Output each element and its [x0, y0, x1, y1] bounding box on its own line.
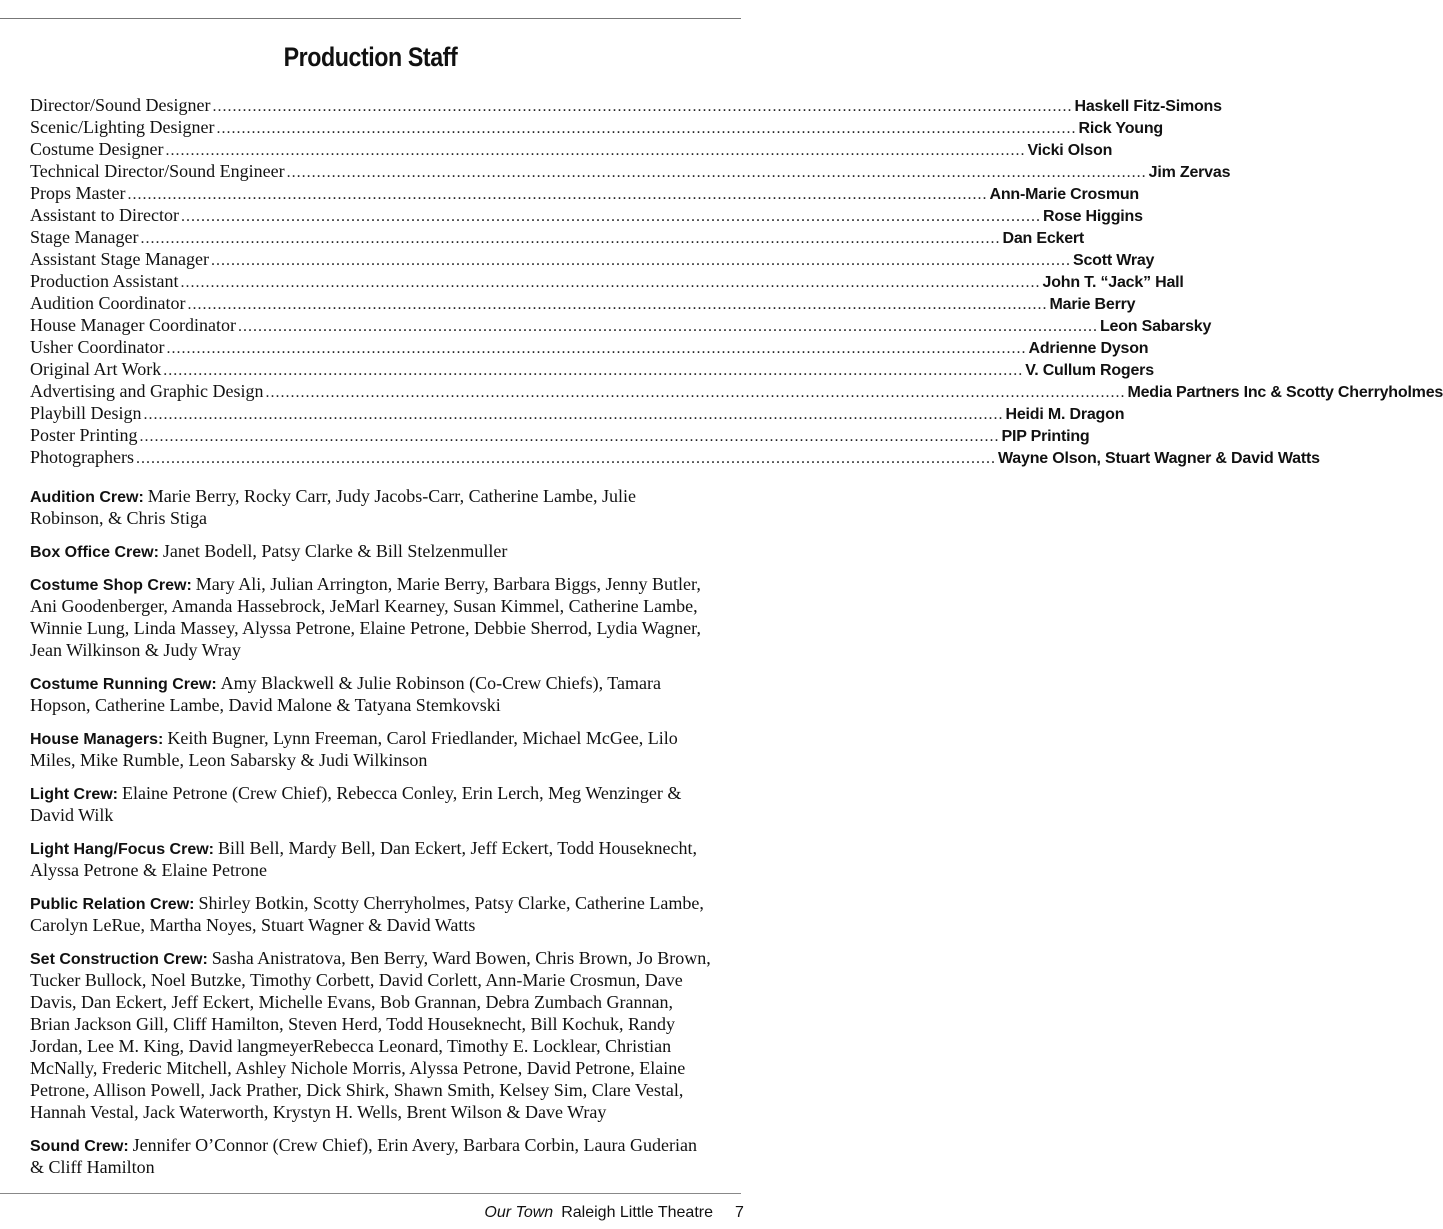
crew-members: Sasha Anistratova, Ben Berry, Ward Bowen, Chris Brown, Jo Brown, Tucker Bullock, Noel Butzke, Timothy Corbett, David Corlett, Ann-Marie Crosmun, Dave Davis, Dan Eckert, Jeff Eckert, Michelle Evans, Bob Grannan, Debra Zumbach Grannan, Brian Jackson Gill, Cliff Hamilton, Steven Herd, Todd Houseknecht, Bill Kochuk, Randy Jordan, Lee M. King, David langmeyerRebecca Leonard, Timothy E. Locklear, Christian McNally, Frederic Mitchell, Ashley Nichole Morris, Alyssa Petrone, David Petrone, Elaine Petrone, Allison Powell, Jack Prather, Dick Shirk, Shawn Smith, Kelsey Sim, Clare Vestal, Hannah Vestal, Jack Waterworth, Krystyn H. Wells, Brent Wilson & Dave Wray — [30, 948, 711, 1122]
staff-role: Assistant Stage Manager — [30, 249, 209, 269]
staff-row — [30, 447, 1320, 469]
staff-row — [30, 293, 1136, 315]
staff-row — [30, 95, 1222, 117]
dot-leader — [216, 120, 1076, 138]
staff-role: Advertising and Graphic Design — [30, 381, 264, 401]
crew-members: Amy Blackwell & Julie Robinson (Co-Crew Chiefs), Tamara Hopson, Catherine Lambe, David Malone & Tatyana Stemkovski — [30, 673, 662, 715]
dot-leader — [128, 186, 988, 204]
staff-role: Usher Coordinator — [30, 337, 165, 357]
staff-name: PIP Printing — [1001, 428, 1090, 445]
staff-role: Poster Printing — [30, 425, 138, 445]
crew-members: Shirley Botkin, Scotty Cherryholmes, Patsy Clarke, Catherine Lambe, Carolyn LeRue, Martha Noyes, Stuart Wagner & David Watts — [30, 893, 704, 935]
staff-row — [30, 205, 1143, 227]
staff-row — [30, 183, 1139, 205]
crew-entry-house-managers — [30, 728, 714, 772]
staff-name: Heidi M. Dragon — [1005, 406, 1125, 423]
staff-row — [30, 381, 1443, 403]
dot-leader — [140, 230, 1000, 248]
crew-members: Marie Berry, Rocky Carr, Judy Jacobs-Carr, Catherine Lambe, Julie Robinson, & Chris Stiga — [30, 486, 637, 528]
dot-leader — [181, 208, 1041, 226]
staff-name: V. Cullum Rogers — [1025, 362, 1154, 379]
crew-entry-light — [30, 783, 714, 827]
crew-entry-costume-running — [30, 673, 714, 717]
staff-row — [30, 227, 1085, 249]
dot-leader — [265, 384, 1125, 402]
staff-name: Adrienne Dyson — [1028, 340, 1149, 357]
crew-label: Costume Shop Crew: — [30, 577, 192, 594]
crew-members: Jennifer O’Connor (Crew Chief), Erin Avery, Barbara Corbin, Laura Guderian & Cliff Hamilton — [30, 1135, 697, 1177]
staff-row — [30, 117, 1164, 139]
crew-label: Sound Crew: — [30, 1138, 129, 1155]
staff-row — [30, 359, 1154, 381]
staff-role: Playbill Design — [30, 403, 142, 423]
crew-members: Mary Ali, Julian Arrington, Marie Berry, Barbara Biggs, Jenny Butler, Ani Goodenberger, Amanda Hassebrock, JeMarl Kearney, Susan Kimmel, Catherine Lambe, Winnie Lung, Linda Massey, Alyssa Petrone, Elaine Petrone, Debbie Sherrod, Lydia Wagner, Jean Wilkinson & Judy Wray — [30, 574, 701, 660]
crew-entry-costume-shop — [30, 574, 714, 662]
crew-label: Public Relation Crew: — [30, 896, 195, 913]
top-rule — [0, 18, 741, 19]
crew-entry-sound — [30, 1135, 714, 1179]
staff-role: Photographers — [30, 447, 134, 467]
footer-theatre: Raleigh Little Theatre — [561, 1204, 713, 1221]
crew-label: Light Crew: — [30, 786, 118, 803]
staff-name: Rick Young — [1078, 120, 1164, 137]
dot-leader — [212, 98, 1072, 116]
staff-row — [30, 271, 1184, 293]
staff-name: Leon Sabarsky — [1099, 318, 1212, 335]
staff-role: Audition Coordinator — [30, 293, 186, 313]
crew-members: Bill Bell, Mardy Bell, Dan Eckert, Jeff Eckert, Todd Houseknecht, Alyssa Petrone & Elaine Petrone — [30, 838, 697, 880]
crew-members: Janet Bodell, Patsy Clarke & Bill Stelzenmuller — [162, 541, 508, 561]
staff-role: Stage Manager — [30, 227, 139, 247]
crew-label: Audition Crew: — [30, 489, 144, 506]
staff-role: Production Assistant — [30, 271, 179, 291]
footer-play-title: Our Town — [484, 1204, 554, 1221]
dot-leader — [163, 362, 1023, 380]
staff-row — [30, 315, 1212, 337]
page-title: Production Staff — [283, 42, 458, 72]
staff-role: Props Master — [30, 183, 126, 203]
crew-label: Box Office Crew: — [30, 544, 159, 561]
crew-entry-light-hang-focus — [30, 838, 714, 882]
staff-name: Ann-Marie Crosmun — [989, 186, 1139, 203]
dot-leader — [188, 296, 1048, 314]
dot-leader — [181, 274, 1041, 292]
crew-label: Set Construction Crew: — [30, 951, 208, 968]
crew-label: Costume Running Crew: — [30, 676, 217, 693]
crew-label: House Managers: — [30, 731, 164, 748]
staff-role: Original Art Work — [30, 359, 162, 379]
staff-row — [30, 337, 1149, 359]
staff-name: Wayne Olson, Stuart Wagner & David Watts — [997, 450, 1320, 467]
dot-leader — [144, 406, 1004, 424]
footer-rule — [0, 1193, 741, 1194]
dot-leader — [166, 340, 1026, 358]
crew-entry-set-construction — [30, 948, 714, 1124]
staff-row — [30, 425, 1090, 447]
staff-row — [30, 139, 1113, 161]
crew-list — [30, 486, 714, 1190]
dot-leader — [136, 450, 996, 468]
staff-name: Jim Zervas — [1148, 164, 1231, 181]
staff-name: Rose Higgins — [1042, 208, 1143, 225]
page-number: 7 — [735, 1204, 744, 1221]
staff-role: Director/Sound Designer — [30, 95, 211, 115]
crew-members: Keith Bugner, Lynn Freeman, Carol Friedlander, Michael McGee, Lilo Miles, Mike Rumble, Leon Sabarsky & Judi Wilkinson — [30, 728, 678, 770]
staff-role: Technical Director/Sound Engineer — [30, 161, 285, 181]
crew-entry-public-relation — [30, 893, 714, 937]
staff-role: House Manager Coordinator — [30, 315, 236, 335]
dot-leader — [140, 428, 1000, 446]
staff-row — [30, 161, 1231, 183]
staff-name: Dan Eckert — [1002, 230, 1085, 247]
staff-role: Scenic/Lighting Designer — [30, 117, 215, 137]
staff-name: Vicki Olson — [1027, 142, 1113, 159]
staff-name: John T. “Jack” Hall — [1042, 274, 1184, 291]
staff-role: Costume Designer — [30, 139, 164, 159]
page-footer — [484, 1204, 713, 1222]
crew-entry-audition — [30, 486, 714, 530]
dot-leader — [238, 318, 1098, 336]
staff-row — [30, 403, 1125, 425]
staff-list — [30, 95, 1443, 469]
crew-members: Elaine Petrone (Crew Chief), Rebecca Conley, Erin Lerch, Meg Wenzinger & David Wilk — [30, 783, 682, 825]
staff-row — [30, 249, 1155, 271]
dot-leader — [165, 142, 1025, 160]
staff-name: Haskell Fitz-Simons — [1074, 98, 1222, 115]
staff-name: Scott Wray — [1072, 252, 1155, 269]
dot-leader — [211, 252, 1071, 270]
staff-name: Media Partners Inc & Scotty Cherryholmes — [1127, 384, 1443, 401]
staff-name: Marie Berry — [1049, 296, 1136, 313]
staff-role: Assistant to Director — [30, 205, 179, 225]
crew-entry-box-office — [30, 541, 714, 563]
dot-leader — [287, 164, 1147, 182]
crew-label: Light Hang/Focus Crew: — [30, 841, 214, 858]
